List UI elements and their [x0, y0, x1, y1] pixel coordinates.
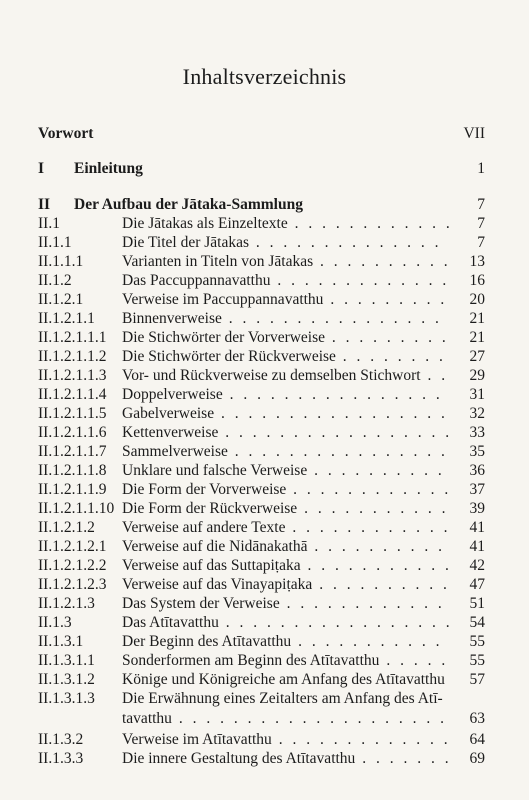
toc-entry[interactable] — [38, 214, 485, 234]
entry-number: II.1.3.1 — [38, 633, 84, 650]
entry-page: 47 — [469, 576, 485, 593]
entry-title: Verweise auf die Nidānakathā . . . — [122, 537, 449, 557]
entry-page: 20 — [469, 291, 485, 308]
entry-number: II.1.3.3 — [38, 750, 84, 767]
entry-title: Varianten in Titeln von Jātakas . . . — [122, 252, 449, 272]
entry-page: 42 — [469, 557, 485, 574]
entry-title: Verweise im Atītavatthu . . . — [122, 730, 449, 750]
toc-entry[interactable] — [38, 575, 485, 595]
entry-page: 35 — [469, 443, 485, 460]
entry-page: 39 — [469, 500, 485, 517]
entry-page: 64 — [469, 731, 485, 748]
toc-entry[interactable] — [38, 749, 485, 769]
entry-number: II.1.2.1.1.1 — [38, 329, 107, 346]
entry-title: Verweise auf das Suttapiṭaka . . . — [122, 556, 449, 576]
toc-entry[interactable] — [38, 252, 485, 272]
entry-title: Die Form der Rückverweise . . . — [122, 499, 449, 519]
entry-page: 21 — [469, 329, 485, 346]
toc-entry[interactable] — [38, 670, 485, 690]
entry-title: Das Atītavatthu . . . — [122, 613, 449, 633]
entry-title: Vor- und Rückverweise zu demselben Stichwort . . . — [122, 366, 449, 386]
page-title: Inhaltsverzeichnis — [182, 64, 347, 89]
entry-page: 69 — [469, 750, 485, 767]
entry-title: Verweise auf andere Texte . . . — [122, 518, 449, 538]
entry-page: 7 — [477, 196, 485, 213]
entry-title: Kettenverweise . . . — [122, 423, 449, 443]
entry-number: II.1.2.1.2.1 — [38, 538, 107, 555]
entry-title: Die Jātakas als Einzeltexte . . . — [122, 214, 449, 234]
entry-title: tavatthu . . . — [122, 709, 449, 729]
toc-entry[interactable] — [38, 442, 485, 462]
entry-page: 32 — [469, 405, 485, 422]
toc-entry[interactable] — [38, 423, 485, 443]
entry-title: Der Beginn des Atītavatthu . . . — [122, 632, 449, 652]
entry-title: Verweise im Paccuppannavatthu . . . — [122, 290, 449, 310]
toc-entry[interactable] — [38, 385, 485, 405]
toc-entry[interactable] — [38, 233, 485, 253]
entry-number: II.1.2.1.1.2 — [38, 348, 107, 365]
entry-number: II.1.2.1.1 — [38, 310, 95, 327]
entry-number: II.1.2 — [38, 272, 72, 289]
entry-number: II.1.2.1.1.10 — [38, 500, 115, 517]
entry-title: Sonderformen am Beginn des Atītavatthu . . . — [122, 651, 449, 671]
entry-title: Die Stichwörter der Vorverweise . . . — [122, 328, 449, 348]
entry-title: Unklare und falsche Verweise . . . — [122, 461, 449, 481]
entry-page: 13 — [469, 253, 485, 270]
entry-title: Binnenverweise . . . — [122, 309, 449, 329]
entry-title: Das Paccuppannavatthu . . . — [122, 271, 449, 291]
entry-number: II.1.2.1.1.4 — [38, 386, 107, 403]
entry-number: II.1.2.1.1.5 — [38, 405, 107, 422]
entry-number: II.1.2.1.2.3 — [38, 576, 107, 593]
entry-title: Einleitung — [74, 160, 143, 177]
toc-entry[interactable] — [38, 730, 485, 750]
toc-entry[interactable] — [38, 290, 485, 310]
entry-number: II.1.2.1.1.3 — [38, 367, 107, 384]
toc-entry[interactable] — [38, 404, 485, 424]
entry-number: II.1.2.1.1.9 — [38, 481, 107, 498]
entry-number: Vorwort — [38, 125, 94, 142]
entry-page: 31 — [469, 386, 485, 403]
toc-entry[interactable] — [38, 309, 485, 329]
entry-number: II.1.3 — [38, 614, 72, 631]
entry-page: 29 — [469, 367, 485, 384]
entry-number: II.1.3.1.2 — [38, 671, 95, 688]
entry-title: Die Erwähnung eines Zeitalters am Anfang des Atī- — [122, 690, 443, 707]
entry-page: 27 — [469, 348, 485, 365]
entry-page: 33 — [469, 424, 485, 441]
toc-entry[interactable] — [38, 271, 485, 291]
toc-entry[interactable] — [38, 651, 485, 671]
entry-number: II.1.2.1.2.2 — [38, 557, 107, 574]
toc-entry-continuation[interactable] — [38, 709, 485, 729]
entry-title: Sammelverweise . . . — [122, 442, 449, 462]
entry-title: Verweise auf das Vinayapiṭaka . . . — [122, 575, 449, 595]
entry-page: 54 — [469, 614, 485, 631]
entry-title: Doppelverweise . . . — [122, 385, 449, 405]
entry-number: II.1.2.1.2 — [38, 519, 95, 536]
entry-page: 57 — [469, 671, 485, 688]
entry-page: 36 — [469, 462, 485, 479]
entry-title: Die Form der Vorverweise . . . — [122, 480, 449, 500]
entry-page: 41 — [469, 519, 485, 536]
entry-title: Die Stichwörter der Rückverweise . . . — [122, 347, 449, 367]
toc-entry-vorwort[interactable] — [38, 124, 485, 144]
entry-page: 7 — [477, 215, 485, 232]
entry-page: 16 — [469, 272, 485, 289]
toc-entry-aufbau[interactable] — [38, 195, 485, 215]
entry-title: Könige und Königreiche am Anfang des Atītavatthu — [122, 671, 445, 688]
toc-entry[interactable] — [38, 594, 485, 614]
toc-entry[interactable] — [38, 518, 485, 538]
entry-page: 55 — [469, 652, 485, 669]
entry-number: I — [38, 160, 45, 177]
toc-entry[interactable] — [38, 556, 485, 576]
entry-title: Die innere Gestaltung des Atītavatthu . . . — [122, 749, 449, 769]
toc-entry[interactable] — [38, 480, 485, 500]
entry-number: II.1.3.1.1 — [38, 652, 95, 669]
toc-entry[interactable] — [38, 366, 485, 386]
toc-entry[interactable] — [38, 689, 485, 709]
entry-number: II.1.3.1.3 — [38, 690, 95, 707]
entry-number: II — [38, 196, 51, 213]
entry-number: II.1.1 — [38, 234, 72, 251]
entry-page: VII — [463, 125, 485, 142]
entry-number: II.1.2.1.3 — [38, 595, 95, 612]
entry-page: 55 — [469, 633, 485, 650]
toc-entry[interactable] — [38, 632, 485, 652]
entry-title: Der Aufbau der Jātaka-Sammlung — [74, 196, 303, 213]
entry-number: II.1.2.1 — [38, 291, 84, 308]
toc-entry[interactable] — [38, 328, 485, 348]
entry-page: 41 — [469, 538, 485, 555]
entry-title: Das System der Verweise . . . — [122, 594, 449, 614]
toc-entry[interactable] — [38, 613, 485, 633]
toc-entry[interactable] — [38, 461, 485, 481]
entry-page: 63 — [469, 710, 485, 727]
entry-title: Gabelverweise . . . — [122, 404, 449, 424]
toc-entry[interactable] — [38, 347, 485, 367]
entry-page: 37 — [469, 481, 485, 498]
entry-title: Die Titel der Jātakas . . . — [122, 233, 449, 253]
entry-number: II.1.2.1.1.6 — [38, 424, 107, 441]
toc-entry[interactable] — [38, 537, 485, 557]
entry-page: 21 — [469, 310, 485, 327]
entry-page: 51 — [469, 595, 485, 612]
entry-number: II.1.2.1.1.7 — [38, 443, 107, 460]
toc-entry-einleitung[interactable] — [38, 159, 485, 179]
entry-number: II.1 — [38, 215, 60, 232]
entry-number: II.1.1.1 — [38, 253, 84, 270]
entry-page: 7 — [477, 234, 485, 251]
entry-number: II.1.2.1.1.8 — [38, 462, 107, 479]
entry-number: II.1.3.2 — [38, 731, 84, 748]
entry-page: 1 — [477, 160, 485, 177]
toc-entry[interactable] — [38, 499, 485, 519]
